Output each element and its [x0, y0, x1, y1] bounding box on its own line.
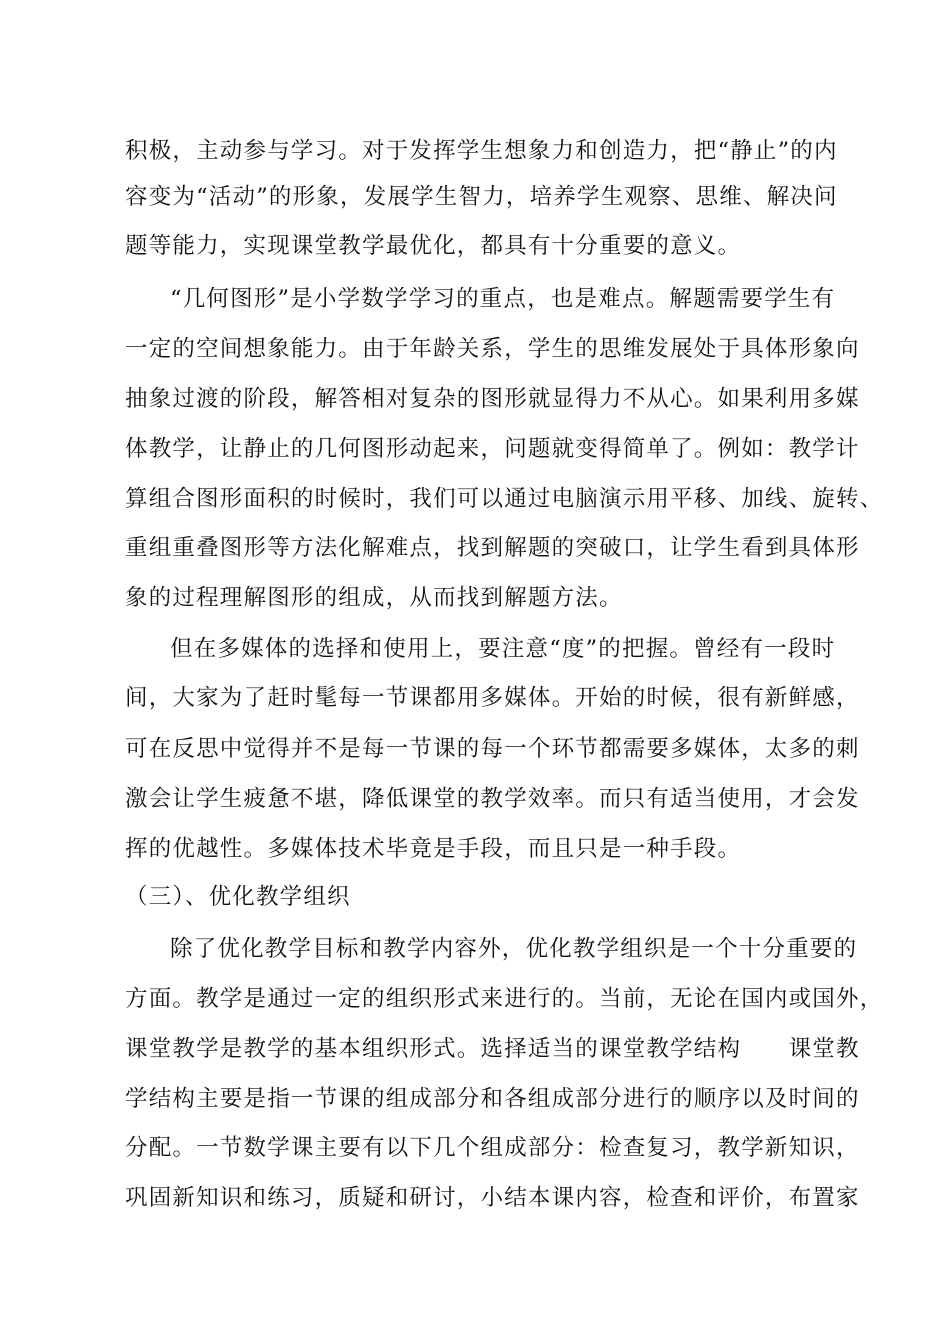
- text-line-3: 题等能力，实现课堂教学最优化，都具有十分重要的意义。: [125, 233, 742, 259]
- text-line-18: 方面。教学是通过一定的组织形式来进行的。当前，无论在国内或国外，: [125, 986, 884, 1012]
- text-line-20: 学结构主要是指一节课的组成部分和各组成部分进行的顺序以及时间的: [125, 1086, 860, 1112]
- section-heading: （三）、优化教学组织: [125, 884, 351, 910]
- text-line-22: 巩固新知识和练习，质疑和研讨，小结本课内容，检查和评价，布置家: [125, 1185, 860, 1211]
- text-line-8: 算组合图形面积的时候时，我们可以通过电脑演示用平移、加线、旋转、: [125, 486, 884, 512]
- text-line-21: 分配。一节数学课主要有以下几个组成部分：检查复习，教学新知识，: [125, 1135, 860, 1161]
- text-line-17: 除了优化教学目标和教学内容外，优化教学组织是一个十分重要的: [170, 936, 858, 962]
- text-line-11: 但在多媒体的选择和使用上，要注意“度”的把握。曾经有一段时: [170, 636, 836, 662]
- text-line-10: 象的过程理解图形的组成，从而找到解题方法。: [125, 585, 623, 611]
- text-line-12: 间，大家为了赶时髦每一节课都用多媒体。开始的时候，很有新鲜感，: [125, 685, 860, 711]
- text-line-14: 激会让学生疲惫不堪，降低课堂的教学效率。而只有适当使用，才会发: [125, 786, 860, 812]
- text-line-9: 重组重叠图形等方法化解难点，找到解题的突破口，让学生看到具体形: [125, 535, 860, 561]
- text-line-7: 体教学，让静止的几何图形动起来，问题就变得简单了。例如：教学计: [125, 436, 860, 462]
- text-line-15: 挥的优越性。多媒体技术毕竟是手段，而且只是一种手段。: [125, 836, 742, 862]
- text-line-13: 可在反思中觉得并不是每一节课的每一个环节都需要多媒体，太多的刺: [125, 736, 860, 762]
- text-line-2: 容变为“活动”的形象，发展学生智力，培养学生观察、思维、解决问: [125, 184, 838, 210]
- text-line-6: 抽象过渡的阶段，解答相对复杂的图形就显得力不从心。如果利用多媒: [125, 386, 860, 412]
- text-line-4: “几何图形”是小学数学学习的重点，也是难点。解题需要学生有: [170, 286, 836, 312]
- text-line-19: 课堂教学是教学的基本组织形式。选择适当的课堂教学结构 课堂教: [125, 1036, 860, 1062]
- text-line-1: 积极，主动参与学习。对于发挥学生想象力和创造力，把“静止”的内: [125, 138, 838, 164]
- text-line-5: 一定的空间想象能力。由于年龄关系，学生的思维发展处于具体形象向: [125, 336, 860, 362]
